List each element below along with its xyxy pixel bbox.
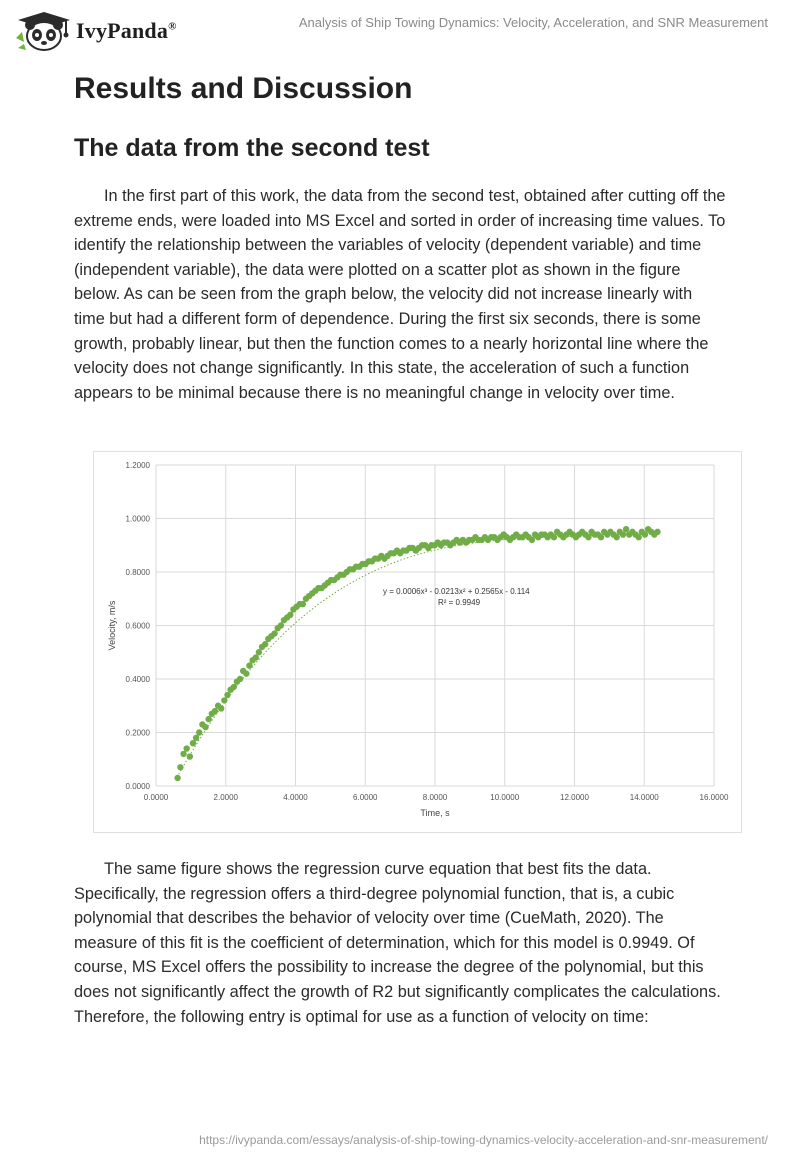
data-point: [218, 705, 224, 711]
x-tick-label: 2.0000: [213, 793, 238, 802]
data-point: [256, 649, 262, 655]
data-point: [642, 531, 648, 537]
data-point: [180, 751, 186, 757]
data-point: [262, 641, 268, 647]
data-point: [187, 753, 193, 759]
data-point: [196, 729, 202, 735]
data-point: [278, 622, 284, 628]
data-point: [231, 684, 237, 690]
data-point: [193, 735, 199, 741]
paragraph-intro: In the first part of this work, the data from the second test, obtained after cutting off the extreme ends, were loaded into MS Excel and sorted in order of increasing time values. To identify the relationship between the variables of velocity (dependent variable) and time (independent variable), the data were plotted on a scatter plot as shown in the figure below. As can be seen from the graph below, the velocity did not increase linearly with time but had a different form of dependence. During the first six seconds, there is some growth, probably linear, but then the function comes to a nearly horizontal line where the velocity does not change significantly. In this state, the acceleration of such a function appears to be minimal because there is no meaningful change in velocity over time.: [74, 187, 726, 402]
data-point: [271, 630, 277, 636]
data-point: [183, 745, 189, 751]
data-point: [585, 534, 591, 540]
trendline-equation: y = 0.0006x³ - 0.0213x² + 0.2565x - 0.114: [383, 587, 530, 596]
y-tick-label: 1.0000: [125, 514, 150, 524]
x-tick-label: 6.0000: [353, 793, 378, 802]
trendline: [177, 531, 658, 778]
data-point: [598, 534, 604, 540]
source-url[interactable]: https://ivypanda.com/essays/analysis-of-ship-towing-dynamics-velocity-acceleration-and-snr-measurement/: [199, 1133, 768, 1147]
x-tick-label: 4.0000: [283, 793, 308, 802]
data-point: [620, 531, 626, 537]
data-point: [635, 534, 641, 540]
x-tick-label: 0.0000: [143, 793, 169, 802]
data-point: [529, 537, 535, 543]
data-point: [237, 676, 243, 682]
section-heading: Results and Discussion: [74, 72, 413, 105]
y-tick-label: 0.6000: [125, 621, 150, 631]
data-point: [177, 764, 183, 770]
y-tick-label: 0.4000: [125, 675, 150, 684]
brand-name[interactable]: IvyPanda®: [76, 18, 177, 43]
data-point: [174, 775, 180, 781]
velocity-time-figure: [93, 451, 742, 833]
page-header: [0, 0, 800, 60]
x-tick-label: 10.0000: [490, 793, 520, 802]
registered-mark: ®: [168, 20, 177, 33]
data-point: [190, 740, 196, 746]
scatter-chart: [94, 452, 741, 832]
y-tick-label: 0.2000: [125, 728, 150, 738]
paragraph-regression: The same figure shows the regression curve equation that best fits the data. Specifically, the regression offers a third-degree polynomial function, that is, a cubic polynomial that describes the behavior of velocity over time (CueMath, 2020). The measure of this fit is the coefficient of determination, which for this model is 0.9949. Of course, MS Excel offers the possibility to increase the degree of the polynomial, but this does not significantly affect the growth of R2 but significantly complicates the calculations. Therefore, the following entry is optimal for use as a function of velocity on time:: [74, 860, 721, 1026]
x-tick-label: 14.0000: [629, 793, 659, 802]
x-tick-label: 8.0000: [422, 793, 448, 802]
data-point: [221, 697, 227, 703]
subsection-heading: The data from the second test: [74, 134, 430, 162]
trendline-r2: R² = 0.9949: [438, 598, 481, 607]
x-axis-title: Time, s: [420, 808, 450, 818]
data-point: [623, 526, 629, 532]
data-point: [613, 534, 619, 540]
data-point: [224, 692, 230, 698]
data-point: [205, 716, 211, 722]
data-point: [246, 662, 252, 668]
data-point: [300, 601, 306, 607]
data-point: [287, 612, 293, 618]
y-axis-title: Velocity, m/s: [107, 600, 117, 651]
data-point: [243, 670, 249, 676]
data-point: [551, 534, 557, 540]
data-point: [654, 529, 660, 535]
x-tick-label: 16.0000: [699, 793, 729, 802]
document-title: Analysis of Ship Towing Dynamics: Velocity, Acceleration, and SNR Measurement: [298, 15, 768, 30]
data-point: [202, 724, 208, 730]
data-point: [212, 708, 218, 714]
y-tick-label: 0.0000: [125, 782, 150, 791]
x-tick-label: 12.0000: [560, 793, 589, 802]
y-tick-label: 0.8000: [125, 568, 150, 577]
data-point: [253, 654, 259, 660]
panda-logo-icon[interactable]: [14, 10, 74, 52]
y-tick-label: 1.2000: [125, 461, 150, 470]
